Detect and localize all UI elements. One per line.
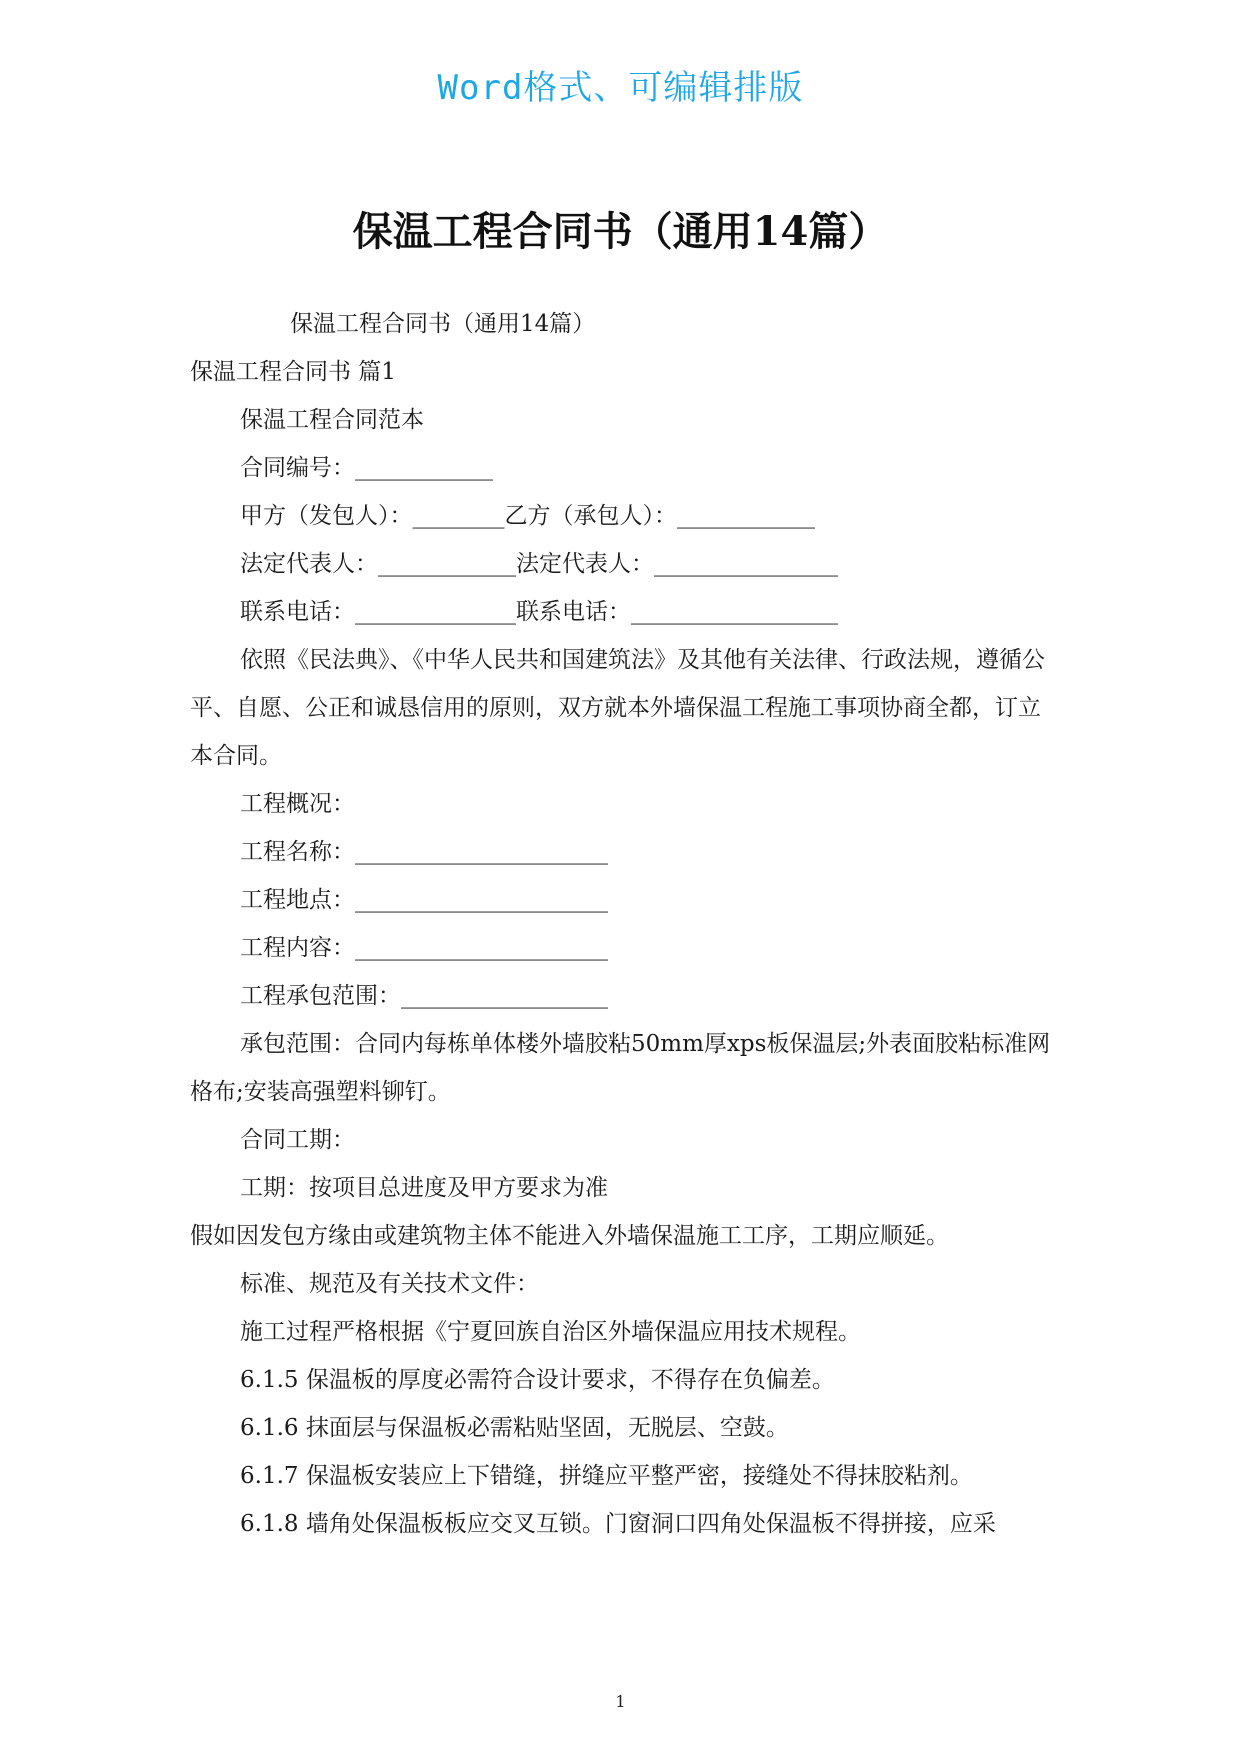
page-number: 1 xyxy=(615,1692,626,1711)
paragraph: 工程概况： xyxy=(240,791,355,817)
document-subtitle: 保温工程合同书（通用14篇） xyxy=(290,311,596,337)
section-heading: 保温工程合同书 篇1 xyxy=(190,359,396,385)
paragraph: 法定代表人：____________法定代表人：________________ xyxy=(240,551,838,577)
paragraph: 标准、规范及有关技术文件： xyxy=(240,1271,539,1297)
paragraph: 工程承包范围：__________________ xyxy=(240,983,608,1009)
paragraph: 工程内容：______________________ xyxy=(240,935,608,961)
document-body xyxy=(190,300,1060,1548)
paragraph: 工程地点：______________________ xyxy=(240,887,608,913)
paragraph: 保温工程合同范本 xyxy=(240,407,424,433)
paragraph: 甲方（发包人）：________乙方（承包人）：____________ xyxy=(240,503,815,529)
paragraph: 工期：按项目总进度及甲方要求为准 xyxy=(240,1175,608,1201)
paragraph: 假如因发包方缘由或建筑物主体不能进入外墙保温施工工序，工期应顺延。 xyxy=(190,1223,949,1249)
paragraph: 合同编号：____________ xyxy=(240,455,493,481)
header-banner: Word格式、可编辑排版 xyxy=(437,68,804,108)
paragraph: 合同工期： xyxy=(240,1127,355,1153)
paragraph: 6.1.5 保温板的厚度必需符合设计要求，不得存在负偏差。 xyxy=(240,1367,835,1393)
paragraph: 6.1.6 抹面层与保温板必需粘贴坚固，无脱层、空鼓。 xyxy=(240,1415,789,1441)
paragraph: 依照《民法典》、《中华人民共和国建筑法》及其他有关法律、行政法规，遵循公平、自愿、公正和诚恳信用的原则，双方就本外墙保温工程施工事项协商全都，订立本合同。 xyxy=(190,647,1045,769)
paragraph: 施工过程严格根据《宁夏回族自治区外墙保温应用技术规程。 xyxy=(240,1319,861,1345)
paragraph: 6.1.8 墙角处保温板板应交叉互锁。门窗洞口四角处保温板不得拼接，应采 xyxy=(240,1511,996,1537)
paragraph: 承包范围：合同内每栋单体楼外墙胶粘50mm厚xps板保温层;外表面胶粘标准网格布;安装高强塑料铆钉。 xyxy=(190,1031,1051,1105)
document-title: 保温工程合同书（通用14篇） xyxy=(352,208,889,255)
paragraph: 工程名称：______________________ xyxy=(240,839,608,865)
paragraph: 6.1.7 保温板安装应上下错缝，拼缝应平整严密，接缝处不得抹胶粘剂。 xyxy=(240,1463,973,1489)
paragraph: 联系电话：______________联系电话：__________________ xyxy=(240,599,838,625)
